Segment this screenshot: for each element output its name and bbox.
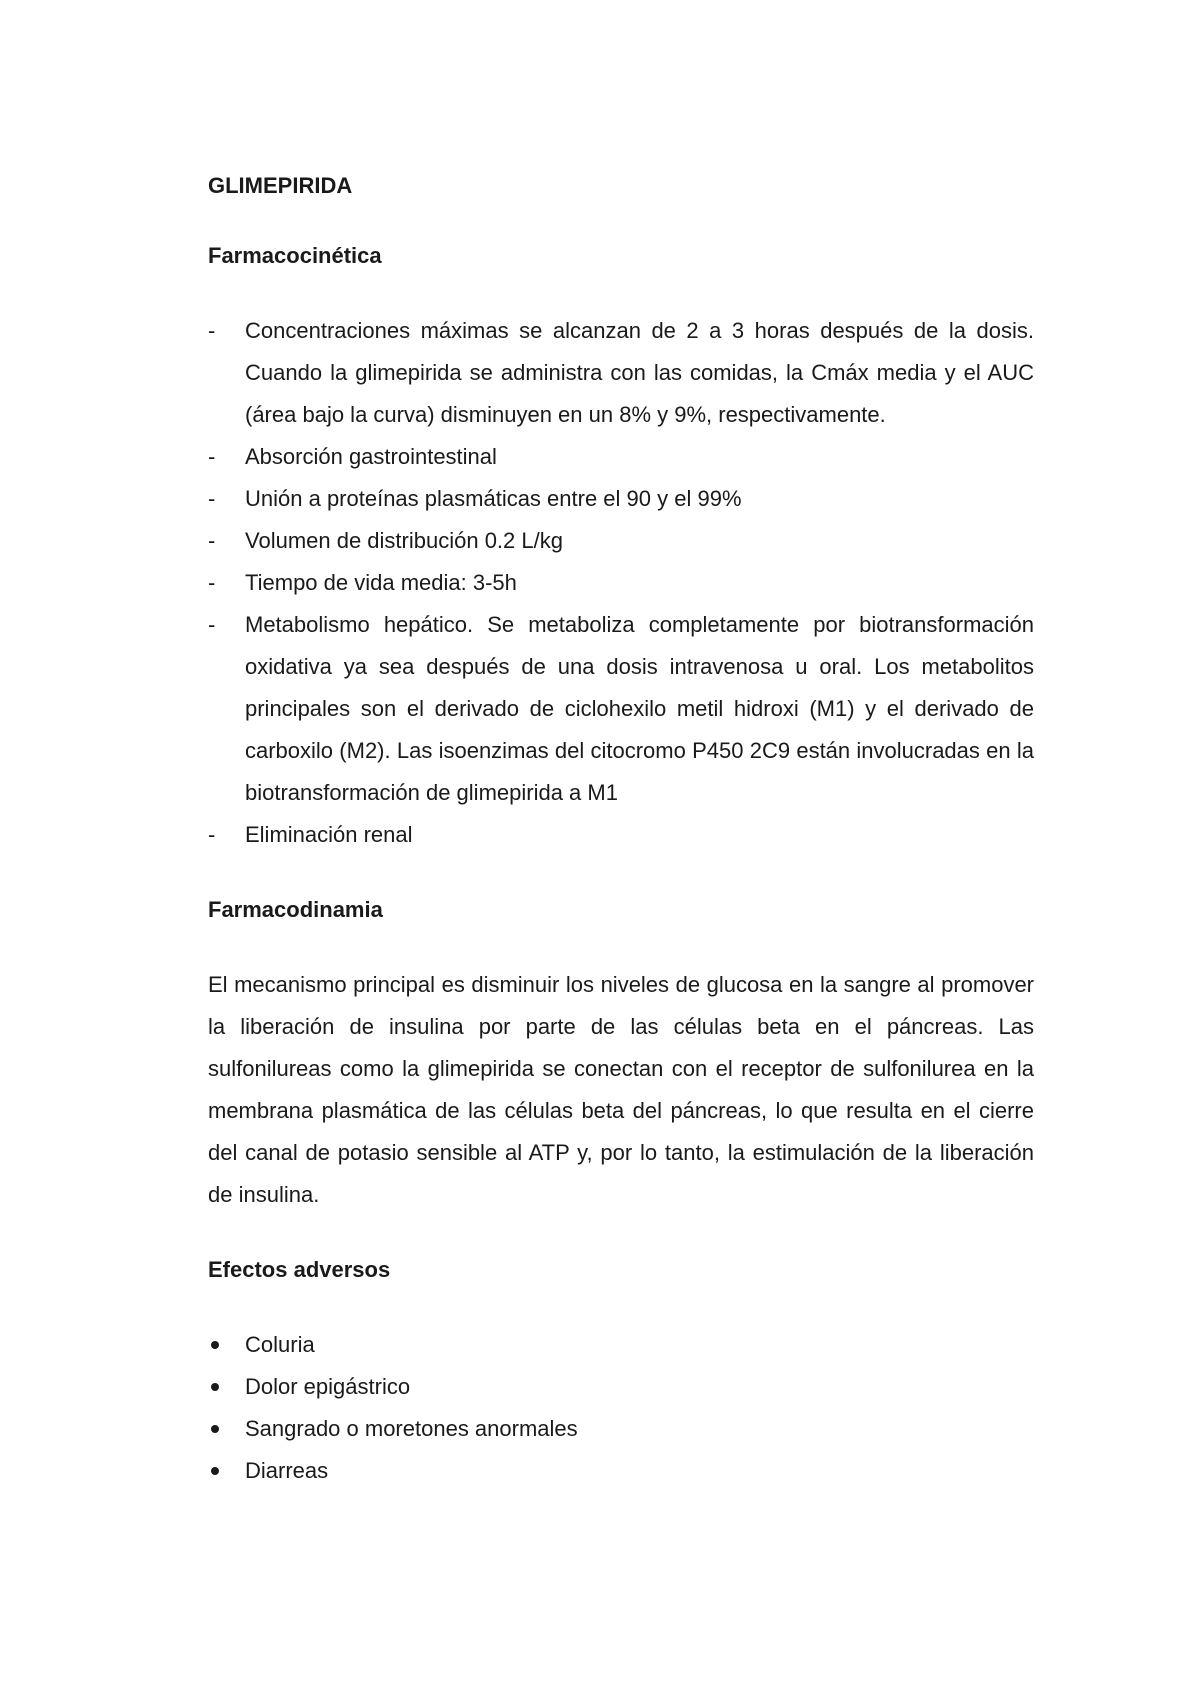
section-heading-farmacodinamia: Farmacodinamia [208,897,383,922]
list-item-text: Concentraciones máximas se alcanzan de 2 a 3 horas después de la dosis. Cuando la glimepirida se administra con las comidas, la Cmáx media y el AUC (área bajo la curva) disminuyen en un 8% y 9%, respectivamente. [245,318,1034,427]
dash-marker: - [208,612,216,637]
list-item-text: Coluria [245,1332,315,1357]
section-heading-efectos-adversos: Efectos adversos [208,1257,391,1282]
efectos-adversos-list [208,1324,1034,1492]
document-page [208,170,1034,1492]
document-title: GLIMEPIRIDA [208,173,353,198]
list-item [208,478,1034,520]
dash-marker: - [208,444,216,469]
list-item-text: Unión a proteínas plasmáticas entre el 90 y el 99% [245,486,742,511]
farmacocinetica-list [208,310,1034,856]
dash-marker: - [208,318,216,343]
list-item [208,814,1034,856]
bullet-icon [211,1341,219,1349]
list-item [208,436,1034,478]
list-item-text: Absorción gastrointestinal [245,444,497,469]
list-item [208,310,1034,436]
farmacodinamia-paragraph: El mecanismo principal es disminuir los niveles de glucosa en la sangre al promover la liberación de insulina por parte de las células beta en el páncreas. Las sulfonilureas como la glimepirida se conectan con el receptor de sulfonilurea en la membrana plasmática de las células beta del páncreas, lo que resulta en el cierre del canal de potasio sensible al ATP y, por lo tanto, la estimulación de la liberación de insulina. [208,972,1034,1207]
list-item [208,604,1034,814]
dash-marker: - [208,570,216,595]
bullet-icon [211,1425,219,1433]
list-item-text: Eliminación renal [245,822,413,847]
dash-marker: - [208,486,216,511]
list-item-text: Metabolismo hepático. Se metaboliza completamente por biotransformación oxidativa ya sea después de una dosis intravenosa u oral. Los metabolitos principales son el derivado de ciclohexilo metil hidroxi (M1) y el derivado de carboxilo (M2). Las isoenzimas del citocromo P450 2C9 están involucradas en la biotransformación de glimepirida a M1 [245,612,1034,805]
list-item [208,562,1034,604]
bullet-icon [211,1383,219,1391]
list-item [208,1408,1034,1450]
list-item-text: Sangrado o moretones anormales [245,1416,578,1441]
list-item-text: Tiempo de vida media: 3-5h [245,570,517,595]
list-item [208,1450,1034,1492]
list-item-text: Diarreas [245,1458,329,1483]
list-item-text: Dolor epigástrico [245,1374,411,1399]
list-item [208,1324,1034,1366]
dash-marker: - [208,822,216,847]
list-item [208,1366,1034,1408]
list-item [208,520,1034,562]
section-heading-farmacocinetica: Farmacocinética [208,243,382,268]
list-item-text: Volumen de distribución 0.2 L/kg [245,528,563,553]
dash-marker: - [208,528,216,553]
bullet-icon [211,1467,219,1475]
